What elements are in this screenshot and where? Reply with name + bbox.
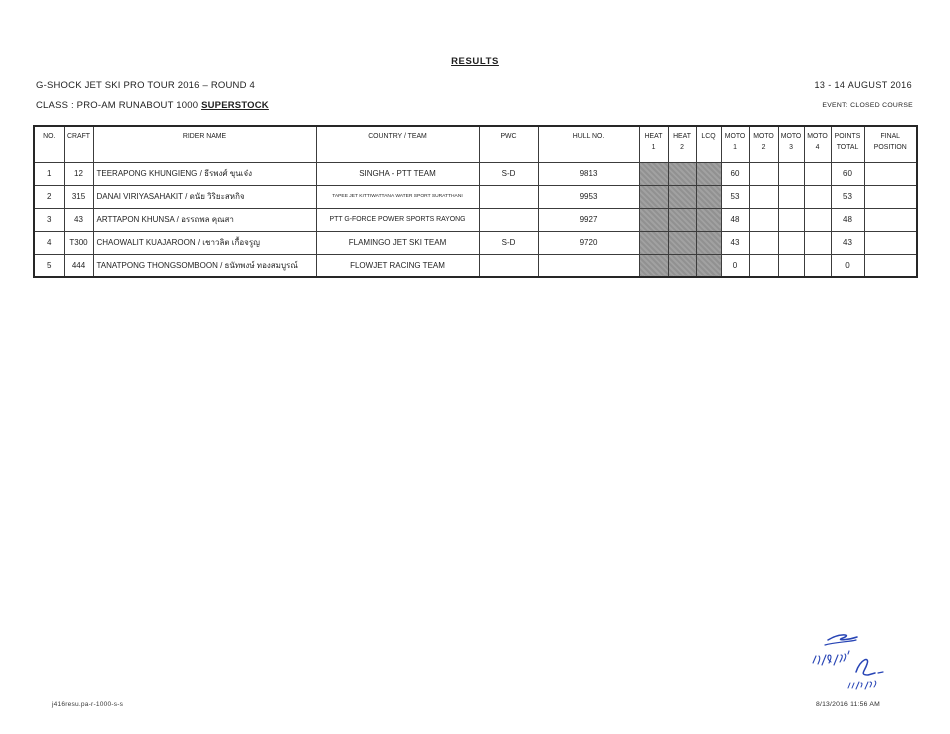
cell-final-position xyxy=(864,185,917,208)
col-moto-2: MOTO 2 xyxy=(749,126,778,162)
cell-hull-no: 9953 xyxy=(538,185,639,208)
cell-moto-2 xyxy=(749,254,778,277)
col-pwc: PWC xyxy=(479,126,538,162)
cell-rider-name: TANATPONG THONGSOMBOON / ธนัทพงษ์ ทองสมบูรณ์ xyxy=(93,254,316,277)
cell-pwc: S-D xyxy=(479,162,538,185)
cell-hull-no xyxy=(538,254,639,277)
cell-country-team: SINGHA - PTT TEAM xyxy=(316,162,479,185)
cell-moto-4 xyxy=(804,254,831,277)
event-type: EVENT: CLOSED COURSE xyxy=(822,102,913,109)
cell-lcq-shaded xyxy=(696,208,721,231)
col-points-total: POINTS TOTAL xyxy=(831,126,864,162)
cell-moto-4 xyxy=(804,185,831,208)
cell-rider-name: TEERAPONG KHUNGIENG / ธีรพงศ์ ขุนเจ๋ง xyxy=(93,162,316,185)
cell-points-total: 0 xyxy=(831,254,864,277)
cell-craft: 12 xyxy=(64,162,93,185)
cell-country-team: PTT G-FORCE POWER SPORTS RAYONG xyxy=(316,208,479,231)
cell-hull-no: 9927 xyxy=(538,208,639,231)
cell-heat-2-shaded xyxy=(668,231,696,254)
cell-moto-2 xyxy=(749,162,778,185)
handwritten-signature xyxy=(808,630,892,694)
table-row xyxy=(34,231,917,254)
cell-rider-name: ARTTAPON KHUNSA / อรรถพล คุณสา xyxy=(93,208,316,231)
col-final-position: FINAL POSITION xyxy=(864,126,917,162)
cell-moto-1: 60 xyxy=(721,162,749,185)
col-heat-2: HEAT 2 xyxy=(668,126,696,162)
cell-moto-3 xyxy=(778,208,804,231)
cell-moto-2 xyxy=(749,208,778,231)
cell-heat-1-shaded xyxy=(639,208,668,231)
col-lcq: LCQ xyxy=(696,126,721,162)
cell-final-position xyxy=(864,162,917,185)
cell-no: 4 xyxy=(34,231,64,254)
cell-points-total: 60 xyxy=(831,162,864,185)
cell-heat-1-shaded xyxy=(639,254,668,277)
class-heading: CLASS : PRO-AM RUNABOUT 1000 SUPERSTOCK xyxy=(36,100,269,111)
table-row xyxy=(34,162,917,185)
cell-points-total: 53 xyxy=(831,185,864,208)
cell-craft: 43 xyxy=(64,208,93,231)
cell-no: 2 xyxy=(34,185,64,208)
cell-lcq-shaded xyxy=(696,162,721,185)
cell-rider-name: DANAI VIRIYASAHAKIT / ดนัย วิริยะสหกิจ xyxy=(93,185,316,208)
cell-heat-2-shaded xyxy=(668,162,696,185)
cell-moto-2 xyxy=(749,185,778,208)
cell-moto-1: 48 xyxy=(721,208,749,231)
cell-heat-1-shaded xyxy=(639,162,668,185)
cell-country-team: TAPEE JET KITTIWATTANA WATER SPORT SURATTHANI xyxy=(316,185,479,208)
cell-moto-4 xyxy=(804,231,831,254)
cell-lcq-shaded xyxy=(696,254,721,277)
cell-pwc xyxy=(479,208,538,231)
col-country-team: COUNTRY / TEAM xyxy=(316,126,479,162)
cell-moto-2 xyxy=(749,231,778,254)
page-title: RESULTS xyxy=(451,56,499,67)
cell-points-total: 48 xyxy=(831,208,864,231)
cell-craft: T300 xyxy=(64,231,93,254)
cell-moto-1: 43 xyxy=(721,231,749,254)
cell-heat-2-shaded xyxy=(668,208,696,231)
cell-moto-3 xyxy=(778,254,804,277)
cell-country-team: FLAMINGO JET SKI TEAM xyxy=(316,231,479,254)
table-row xyxy=(34,254,917,277)
col-moto-1: MOTO 1 xyxy=(721,126,749,162)
cell-lcq-shaded xyxy=(696,185,721,208)
cell-moto-3 xyxy=(778,231,804,254)
results-table xyxy=(33,125,918,278)
cell-country-team: FLOWJET RACING TEAM xyxy=(316,254,479,277)
tour-round-heading: G-SHOCK JET SKI PRO TOUR 2016 – ROUND 4 xyxy=(36,80,255,91)
col-no: NO. xyxy=(34,126,64,162)
cell-craft: 444 xyxy=(64,254,93,277)
cell-final-position xyxy=(864,254,917,277)
table-header-row xyxy=(34,126,917,162)
cell-moto-3 xyxy=(778,185,804,208)
cell-heat-1-shaded xyxy=(639,185,668,208)
cell-no: 3 xyxy=(34,208,64,231)
cell-hull-no: 9813 xyxy=(538,162,639,185)
col-moto-3: MOTO 3 xyxy=(778,126,804,162)
cell-moto-4 xyxy=(804,208,831,231)
col-moto-4: MOTO 4 xyxy=(804,126,831,162)
print-timestamp: 8/13/2016 11:56 AM xyxy=(816,701,880,708)
cell-moto-3 xyxy=(778,162,804,185)
cell-lcq-shaded xyxy=(696,231,721,254)
col-heat-1: HEAT 1 xyxy=(639,126,668,162)
event-date: 13 - 14 AUGUST 2016 xyxy=(814,80,912,90)
cell-heat-2-shaded xyxy=(668,185,696,208)
cell-heat-2-shaded xyxy=(668,254,696,277)
col-hull-no: HULL NO. xyxy=(538,126,639,162)
cell-pwc xyxy=(479,254,538,277)
cell-final-position xyxy=(864,231,917,254)
cell-rider-name: CHAOWALIT KUAJAROON / เชาวลิต เกื้อจรูญ xyxy=(93,231,316,254)
cell-moto-4 xyxy=(804,162,831,185)
table-row xyxy=(34,185,917,208)
document-filename: j416resu.pa-r-1000-s-s xyxy=(52,701,124,708)
col-rider-name: RIDER NAME xyxy=(93,126,316,162)
cell-pwc xyxy=(479,185,538,208)
cell-points-total: 43 xyxy=(831,231,864,254)
cell-no: 1 xyxy=(34,162,64,185)
cell-heat-1-shaded xyxy=(639,231,668,254)
cell-craft: 315 xyxy=(64,185,93,208)
cell-pwc: S-D xyxy=(479,231,538,254)
cell-no: 5 xyxy=(34,254,64,277)
cell-hull-no: 9720 xyxy=(538,231,639,254)
col-craft: CRAFT xyxy=(64,126,93,162)
results-table-wrapper xyxy=(33,125,916,278)
table-row xyxy=(34,208,917,231)
cell-final-position xyxy=(864,208,917,231)
cell-moto-1: 0 xyxy=(721,254,749,277)
class-name: SUPERSTOCK xyxy=(201,100,269,111)
cell-moto-1: 53 xyxy=(721,185,749,208)
